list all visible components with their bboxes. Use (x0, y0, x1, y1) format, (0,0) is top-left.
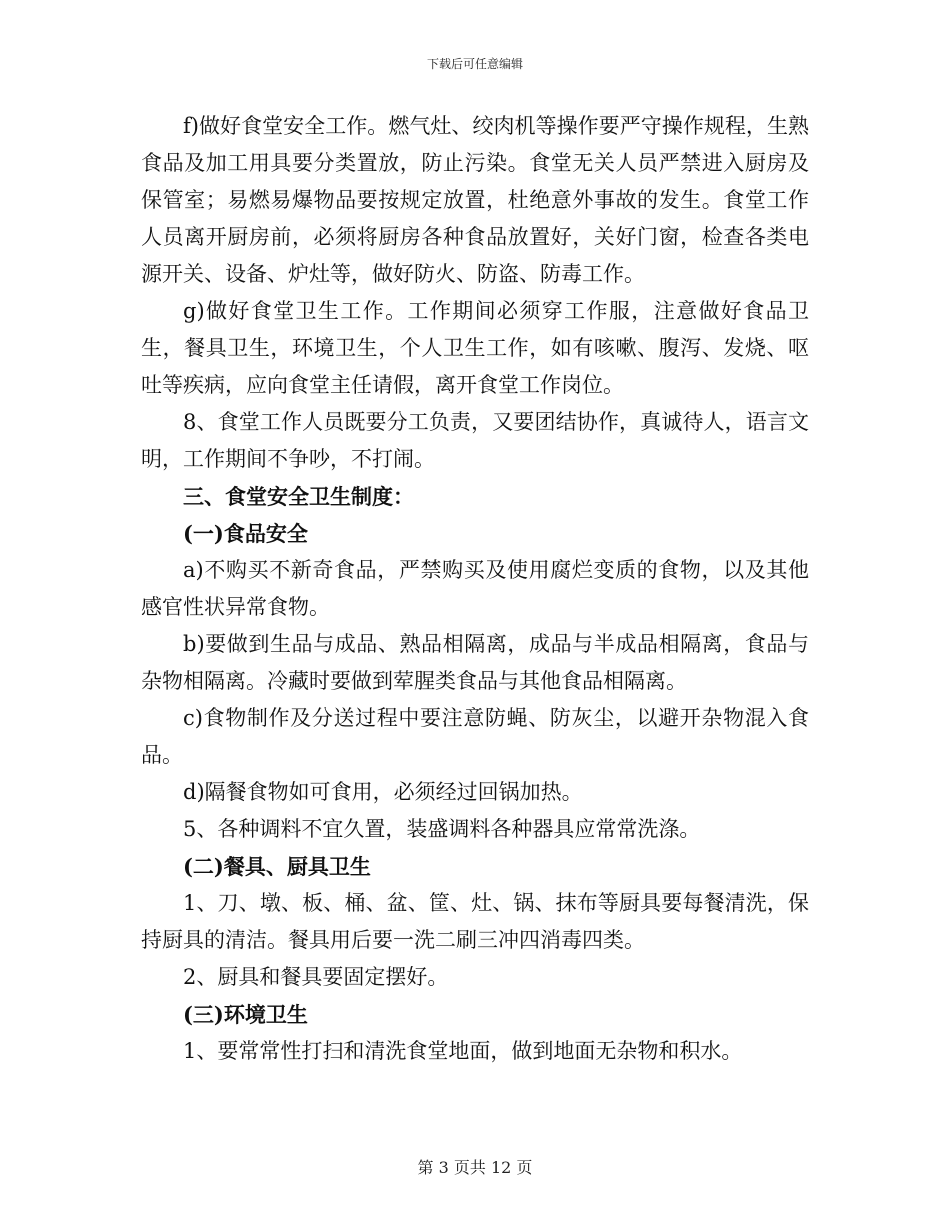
paragraph-2-utensil-placement: 2、厨具和餐具要固定摆好。 (183, 965, 449, 989)
section-heading-safety-hygiene-rules: 三、食堂安全卫生制度： (183, 484, 414, 509)
paragraph-b-separation: b)要做到生品与成品、熟品相隔离，成品与半成品相隔离，食品与杂物相隔离。冷藏时要做到荤腥类食品与其他食品相隔离。 (141, 632, 809, 693)
subheading-utensil-hygiene: (二)餐具、厨具卫生 (183, 854, 371, 879)
subheading-environment-hygiene: (三)环境卫生 (183, 1002, 308, 1027)
paragraph-a-purchasing: a)不购买不新奇食品，严禁购买及使用腐烂变质的食物，以及其他感官性状异常食物。 (141, 558, 809, 619)
paragraph-c-preparation: c)食物制作及分送过程中要注意防蝇、防灰尘，以避开杂物混入食品。 (141, 706, 809, 767)
paragraph-f-canteen-safety: f)做好食堂安全工作。燃气灶、绞肉机等操作要严守操作规程，生熟食品及加工用具要分类置放，防止污染。食堂无关人员严禁进入厨房及保管室；易燃易爆物品要按规定放置，杜绝意外事故的发生。食堂工作人员离开厨房前，必须将厨房各种食品放置好，关好门窗，检查各类电源开关、设备、炉灶等，做好防火、防盗、防毒工作。 (141, 114, 809, 286)
paragraph-5-seasonings: 5、各种调料不宜久置，装盛调料各种器具应常常洗涤。 (183, 817, 701, 841)
document-body (141, 108, 809, 1070)
paragraph-1-floor-cleaning: 1、要常常性打扫和清洗食堂地面，做到地面无杂物和积水。 (183, 1039, 743, 1063)
paragraph-1-utensil-cleaning: 1、刀、墩、板、桶、盆、筐、灶、锅、抹布等厨具要每餐清洗，保持厨具的清洁。餐具用后要一洗二刷三冲四消毒四类。 (141, 891, 809, 952)
subheading-food-safety: (一)食品安全 (183, 521, 308, 546)
page-number: 第 3 页共 12 页 (417, 1158, 533, 1177)
paragraph-8-teamwork: 8、食堂工作人员既要分工负责，又要团结协作，真诚待人，语言文明，工作期间不争吵，不打闹。 (141, 410, 809, 471)
paragraph-g-canteen-hygiene: g)做好食堂卫生工作。工作期间必须穿工作服，注意做好食品卫生，餐具卫生，环境卫生，个人卫生工作，如有咳嗽、腹泻、发烧、呕吐等疾病，应向食堂主任请假，离开食堂工作岗位。 (141, 299, 809, 397)
paragraph-d-leftovers: d)隔餐食物如可食用，必须经过回锅加热。 (183, 780, 583, 804)
page-header: 下载后可任意编辑 (426, 57, 523, 71)
